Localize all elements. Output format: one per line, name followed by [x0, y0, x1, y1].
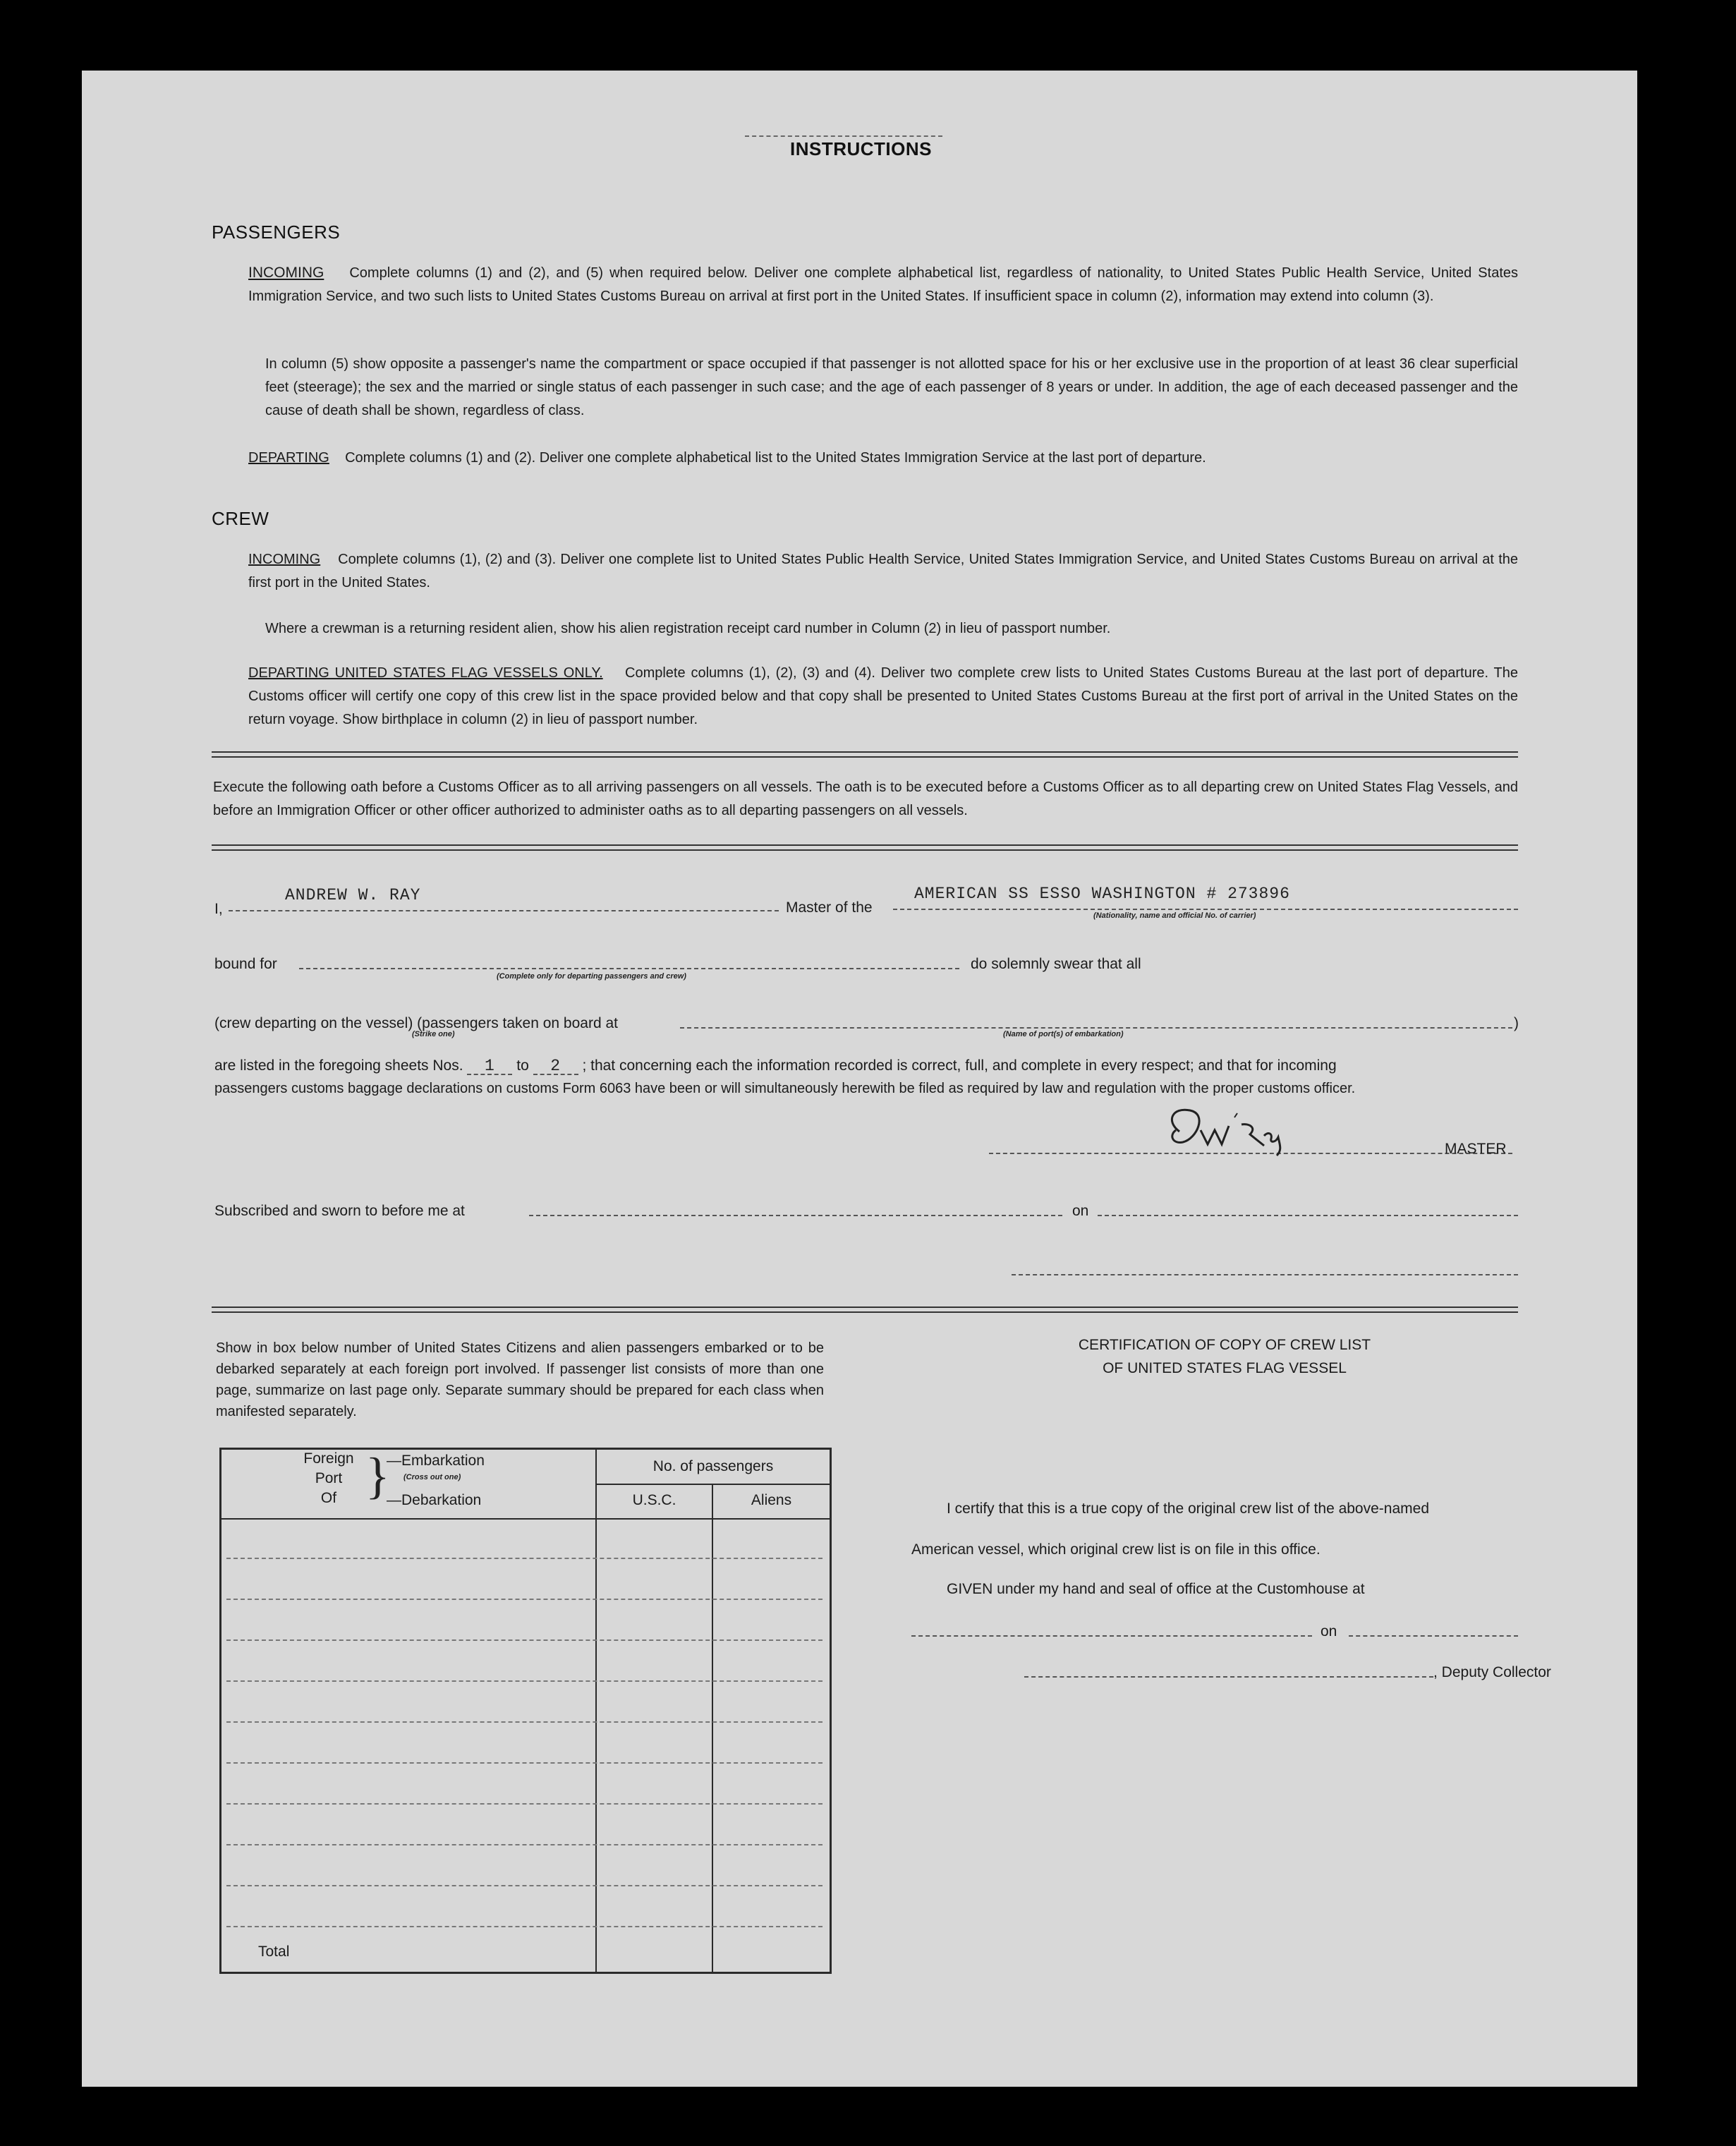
vessel-name: AMERICAN SS ESSO WASHINGTON # 273896 — [914, 885, 1290, 903]
port-caption: (Name of port(s) of embarkation) — [1003, 1030, 1124, 1038]
summary-instructions: Show in box below number of United States Citizens and alien passengers embarked or to be debarked separately at each foreign port involved. If passenger list consists of more than one page, summarize on last page only. Separate summary should be prepared for each class when manifested separately. — [216, 1340, 824, 1419]
sheet-from: 1 — [467, 1058, 512, 1075]
subscribed-on-label: on — [1072, 1203, 1089, 1219]
summary-row-line — [226, 1639, 823, 1641]
oath-i-label: I, — [214, 901, 223, 917]
passengers-departing-text: Complete columns (1) and (2). Deliver one complete alphabetical list to the United States Immigration Service at the last port of departure. — [345, 450, 1206, 466]
port-label: Port — [315, 1470, 343, 1486]
crew-departing-label: DEPARTING UNITED STATES FLAG VESSELS ONLY. — [248, 665, 603, 681]
swear-text: do solemnly swear that all — [971, 956, 1141, 972]
title-rule — [745, 135, 942, 137]
of-label: Of — [320, 1490, 337, 1506]
summary-row-line — [226, 1680, 823, 1682]
summary-row-line — [226, 1721, 823, 1723]
master-name-line — [229, 910, 779, 911]
customhouse-line — [911, 1635, 1312, 1637]
oath-instructions: Execute the following oath before a Customs Officer as to all arriving passengers on all vessels. The oath is to be executed before a Customs Officer as to all departing crew on United States Flag Vessels, and before an Immigration Officer or other officer authorized to administer oaths as to all departing passengers on all vessels. — [213, 780, 1518, 818]
officer-signature-line — [1012, 1274, 1518, 1275]
listed-line-1 — [214, 1054, 1519, 1077]
passengers-incoming — [248, 261, 1518, 308]
page-title: INSTRUCTIONS — [790, 138, 932, 159]
certification-on-label: on — [1321, 1623, 1337, 1639]
master-signature — [1158, 1103, 1328, 1160]
passenger-summary-box — [219, 1448, 832, 1974]
certification-title — [992, 1333, 1457, 1380]
summary-row-line — [226, 1558, 823, 1559]
summary-row-line — [226, 1926, 823, 1927]
sheet-to: 2 — [533, 1058, 578, 1075]
crew-incoming-label: INCOMING — [248, 552, 321, 567]
listed-text-3: passengers customs baggage declarations on customs Form 6063 have been or will simultaneously herewith be filed as required by law and regulation with the proper customs officer. — [214, 1081, 1356, 1096]
given-line: GIVEN under my hand and seal of office at the Customhouse at — [947, 1581, 1365, 1597]
certify-line-1: I certify that this is a true copy of the original crew list of the above-named — [947, 1501, 1429, 1517]
listed-text-1: are listed in the foregoing sheets Nos. — [214, 1057, 463, 1074]
summary-col-divider-1 — [595, 1448, 597, 1972]
vessel-caption: (Nationality, name and official No. of carrier) — [1093, 911, 1256, 920]
passengers-heading: PASSENGERS — [212, 222, 341, 243]
passengers-column5-text: In column (5) show opposite a passenger's name the compartment or space occupied if that passenger is not allotted space for his or her exclusive use in the proportion of at least 36 clear superficial feet (steerage); the sex and the married or single status of each passenger in such case; and the age of each passenger of 8 years or under. In addition, the age of each deceased passenger and the cause of death shall be shown, regardless of class. — [265, 356, 1518, 418]
summary-subheader-line — [595, 1484, 830, 1485]
crew-incoming — [248, 548, 1518, 595]
usc-label: U.S.C. — [632, 1492, 676, 1508]
crew-incoming-text: Complete columns (1), (2) and (3). Deliver one complete list to United States Public Health Service, United States Immigration Service, and United States Customs Bureau on arrival at the first port in the United States. — [248, 552, 1518, 590]
master-label: MASTER — [1445, 1141, 1507, 1157]
passengers-departing — [248, 447, 1518, 470]
aliens-label: Aliens — [751, 1492, 792, 1508]
divider-1 — [212, 751, 1518, 758]
bound-for-caption: (Complete only for departing passengers and crew) — [497, 972, 686, 981]
summary-row-line — [226, 1599, 823, 1600]
certification-date-line — [1349, 1635, 1518, 1637]
summary-col-divider-2 — [712, 1484, 713, 1972]
divider-3 — [212, 1307, 1518, 1313]
crew-departing-text: Complete columns (1), (2), (3) and (4). Deliver two complete crew lists to United States Customs Bureau at the last port of departure. The Customs officer will certify one copy of this crew list in the space provided below and that copy shall be presented to United States Customs Bureau at the first port of arrival in the United States on the return voyage. Show birthplace in column (2) in lieu of passport number. — [248, 665, 1518, 727]
master-of-label: Master of the — [786, 899, 873, 916]
subscribed-place-line — [529, 1215, 1062, 1216]
strike-one-caption: (Strike one) — [412, 1030, 455, 1038]
certification-title-line2: OF UNITED STATES FLAG VESSEL — [1103, 1360, 1347, 1376]
deputy-collector-label: , Deputy Collector — [1433, 1664, 1551, 1680]
master-name: ANDREW W. RAY — [285, 886, 421, 904]
crew-departing-text: (crew departing on the vessel) (passengers taken on board at — [214, 1015, 618, 1031]
divider-2 — [212, 844, 1518, 851]
certification-title-line1: CERTIFICATION OF COPY OF CREW LIST — [1078, 1337, 1371, 1353]
summary-header-line — [219, 1518, 830, 1520]
summary-row-line — [226, 1885, 823, 1886]
listed-text-2: ; that concerning each the information recorded is correct, full, and complete in every respect; and that for incoming — [582, 1057, 1337, 1074]
certify-line-2: American vessel, which original crew list is on file in this office. — [911, 1541, 1321, 1558]
bound-for-label: bound for — [214, 956, 277, 972]
total-label: Total — [258, 1944, 290, 1960]
crew-alien-text: Where a crewman is a returning resident alien, show his alien registration receipt card number in Column (2) in lieu of passport number. — [265, 621, 1111, 636]
embarkation-label: —Embarkation — [387, 1453, 485, 1469]
summary-row-line — [226, 1762, 823, 1764]
deputy-collector-line — [1024, 1676, 1433, 1678]
close-paren: ) — [1514, 1015, 1519, 1031]
brace-icon: } — [365, 1448, 390, 1504]
cross-out-caption: (Cross out one) — [403, 1473, 461, 1481]
foreign-port-of-label — [293, 1449, 364, 1508]
subscribed-label: Subscribed and sworn to before me at — [214, 1203, 465, 1219]
summary-row-line — [226, 1803, 823, 1805]
crew-heading: CREW — [212, 508, 269, 529]
foreign-label: Foreign — [303, 1450, 354, 1467]
crew-departing — [248, 662, 1518, 732]
summary-row-line — [226, 1844, 823, 1845]
debarkation-label: —Debarkation — [387, 1492, 482, 1508]
subscribed-date-line — [1098, 1215, 1518, 1216]
passengers-departing-label: DEPARTING — [248, 450, 329, 466]
bound-for-line — [299, 968, 959, 969]
passengers-incoming-label: INCOMING — [248, 265, 324, 281]
no-of-passengers-label: No. of passengers — [652, 1458, 774, 1474]
passengers-incoming-text: Complete columns (1) and (2), and (5) when required below. Deliver one complete alphabetical list, regardless of nationality, to United States Public Health Service, United States Immigration Service, and two such lists to United States Customs Bureau on arrival at first port in the United States. If insufficient space in column (2), information may extend into column (3). — [248, 265, 1518, 304]
document-page — [82, 71, 1637, 2087]
to-label: to — [516, 1057, 529, 1074]
vessel-line — [893, 909, 1518, 910]
port-line — [680, 1027, 1512, 1029]
